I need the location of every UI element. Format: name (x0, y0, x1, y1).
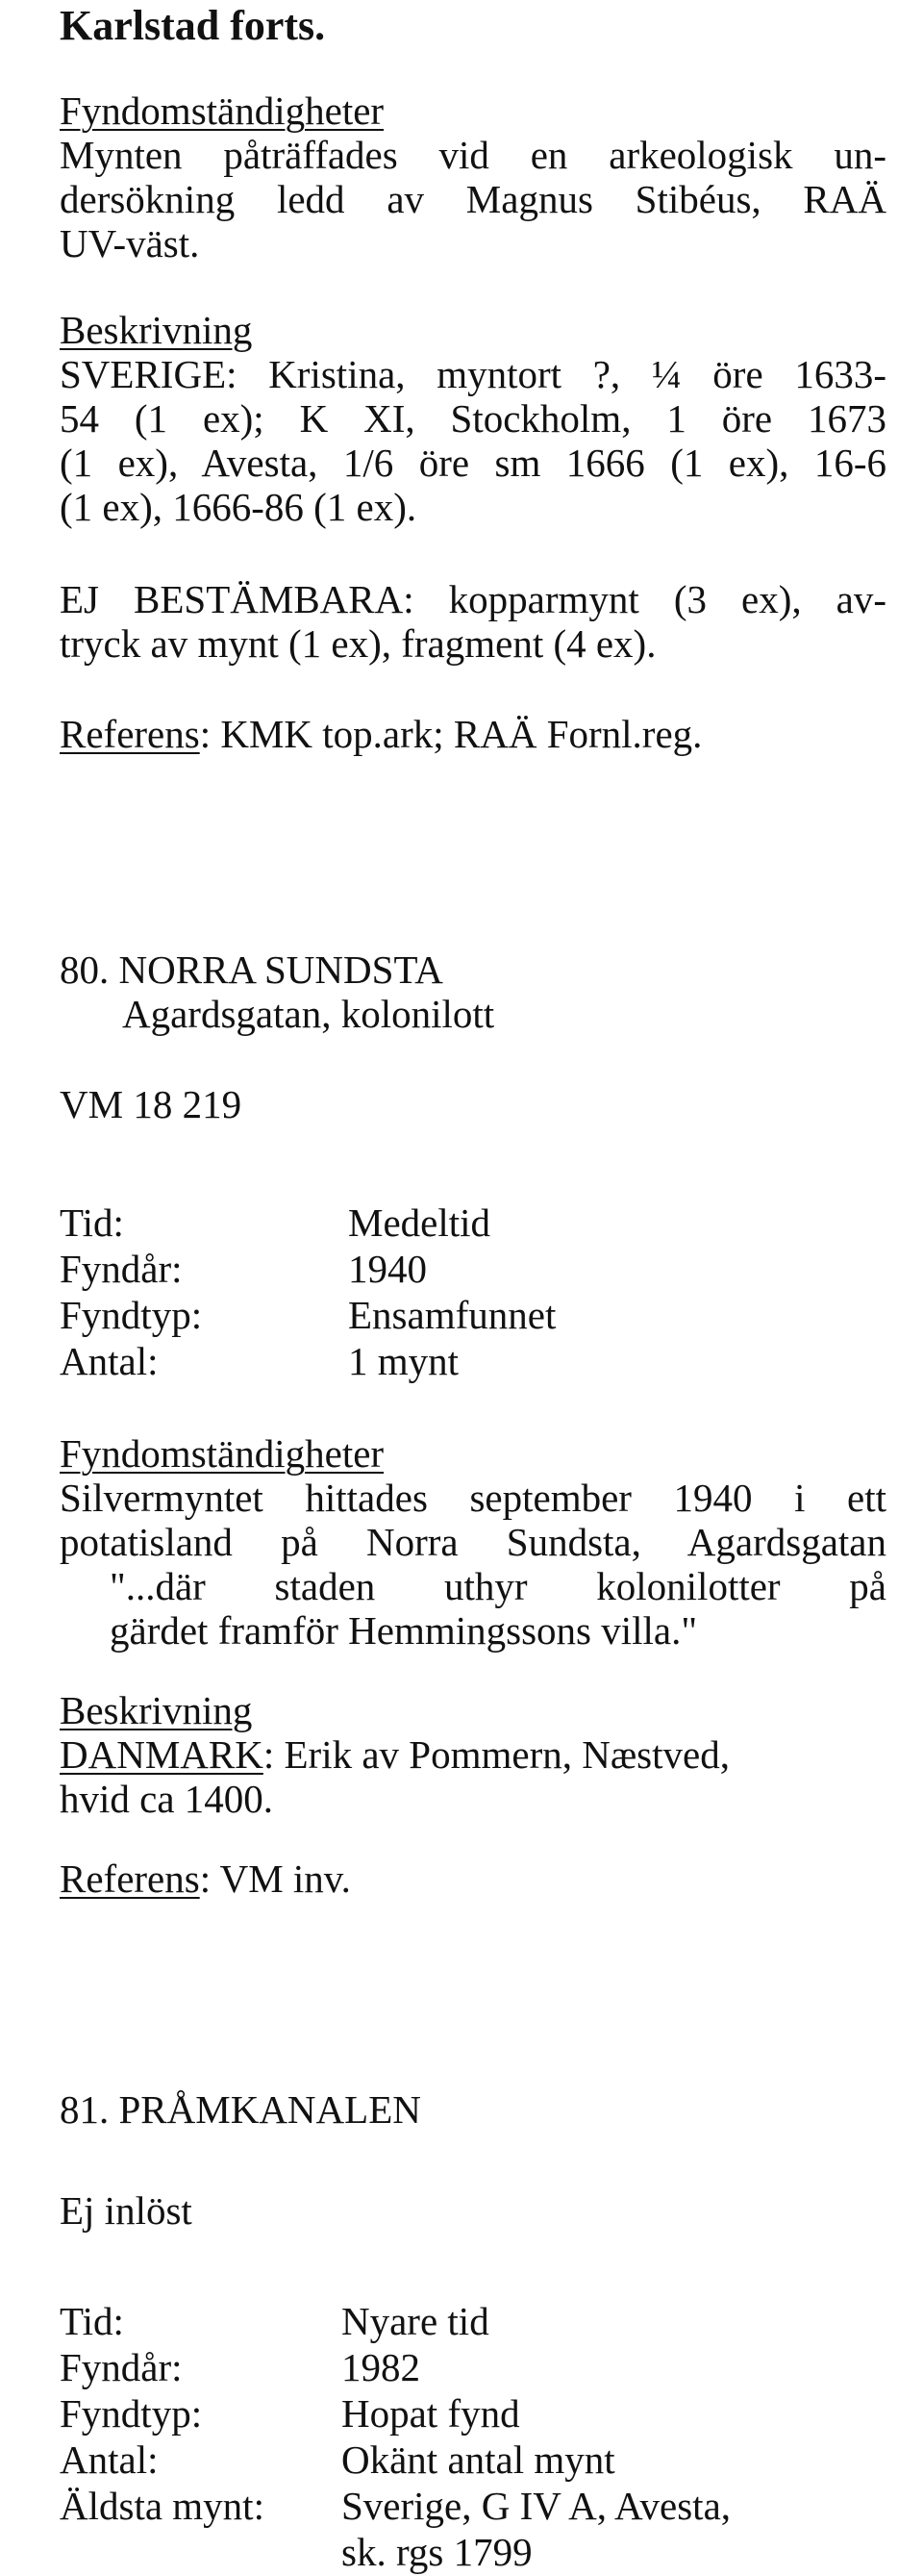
fact-value: 1940 (348, 1247, 427, 1291)
entry-subtitle: Agardsgatan, kolonilott (122, 992, 495, 1036)
entry-81-title (60, 2087, 886, 2132)
fact-value: 1 mynt (348, 1339, 460, 1383)
inventory-text: VM 18 219 (60, 1082, 242, 1126)
fact-row (60, 2530, 886, 2576)
inventory-number (60, 1082, 886, 1126)
fact-row (60, 1200, 886, 1247)
section-heading: Karlstad forts. (60, 2, 326, 49)
quote-line: "...där staden uthyr kolonilotter på (110, 1564, 886, 1608)
fact-label: Fyndår: (60, 1247, 183, 1291)
fact-label: Tid: (60, 1200, 124, 1245)
entry-80-facts (60, 1200, 886, 1385)
text-line: UV-väst. (60, 221, 200, 265)
text-line: Silvermyntet hittades september 1940 i ett (60, 1476, 886, 1520)
text-line: EJ BESTÄMBARA: kopparmynt (3 ex), av- (60, 577, 886, 621)
fact-value: Okänt antal mynt (341, 2437, 615, 2482)
description-block (60, 308, 886, 529)
entry-title: 81. PRÅMKANALEN (60, 2087, 421, 2132)
text-line: tryck av mynt (1 ex), fragment (4 ex). (60, 621, 657, 666)
text-line: potatisland på Norra Sundsta, Agardsgatan (60, 1520, 886, 1564)
text-line: (1 ex), Avesta, 1/6 öre sm 1666 (1 ex), 16-6 (60, 441, 886, 485)
text-line: SVERIGE: Kristina, myntort ?, ¼ öre 1633- (60, 352, 886, 396)
find-circumstances-label: Fyndomständigheter (60, 88, 385, 133)
reference-block (60, 712, 886, 756)
find-circumstances-block (60, 88, 886, 265)
fact-value: Sverige, G IV A, Avesta, (341, 2484, 732, 2528)
entry-title: 80. NORRA SUNDSTA (60, 947, 443, 992)
fact-value: Hopat fynd (341, 2391, 520, 2436)
entry-81-status (60, 2188, 886, 2233)
entry-80-reference (60, 1856, 886, 1901)
text-line: hvid ca 1400. (60, 1777, 274, 1821)
fact-label: Fyndår: (60, 2345, 183, 2389)
fact-value: 1982 (341, 2345, 420, 2389)
find-circumstances-label: Fyndomständigheter (60, 1431, 385, 1476)
text-line: Mynten påträffades vid en arkeologisk un- (60, 133, 886, 177)
text-line: dersökning ledd av Magnus Stibéus, RAÄ (60, 177, 886, 221)
reference-text: : VM inv. (199, 1856, 351, 1901)
text-line: 54 (1 ex); K XI, Stockholm, 1 öre 1673 (60, 396, 886, 441)
fact-row (60, 2437, 886, 2484)
unidentified-block (60, 577, 886, 666)
fact-value: Medeltid (348, 1200, 491, 1245)
description-label: Beskrivning (60, 308, 253, 352)
status-text: Ej inlöst (60, 2188, 192, 2233)
fact-label: Äldsta mynt: (60, 2484, 264, 2528)
entry-80-find-circumstances (60, 1431, 886, 1653)
reference-label: Referens (60, 712, 200, 756)
fact-value: Ensamfunnet (348, 1293, 557, 1337)
fact-row (60, 1339, 886, 1385)
quote-line: gärdet framför Hemmingssons villa." (110, 1608, 698, 1653)
entry-80-header (60, 947, 886, 1036)
entry-80-description (60, 1688, 886, 1821)
fact-row (60, 2391, 886, 2437)
fact-label: Fyndtyp: (60, 1293, 203, 1337)
fact-row (60, 2299, 886, 2345)
text-line: (1 ex), 1666-86 (1 ex). (60, 485, 417, 529)
fact-label: Antal: (60, 2437, 159, 2482)
fact-row (60, 2345, 886, 2391)
country-label: DANMARK (60, 1732, 263, 1777)
fact-row (60, 1293, 886, 1339)
fact-label: Fyndtyp: (60, 2391, 203, 2436)
description-label: Beskrivning (60, 1688, 253, 1732)
fact-label: Tid: (60, 2299, 124, 2343)
fact-label: Antal: (60, 1339, 159, 1383)
fact-row (60, 2484, 886, 2530)
reference-text: : KMK top.ark; RAÄ Fornl.reg. (199, 712, 703, 756)
reference-label: Referens (60, 1856, 200, 1901)
description-text: : Erik av Pommern, Næstved, (262, 1732, 730, 1777)
fact-row (60, 1247, 886, 1293)
fact-value: Nyare tid (341, 2299, 489, 2343)
entry-81-facts (60, 2299, 886, 2576)
fact-value-continuation: sk. rgs 1799 (341, 2530, 533, 2574)
